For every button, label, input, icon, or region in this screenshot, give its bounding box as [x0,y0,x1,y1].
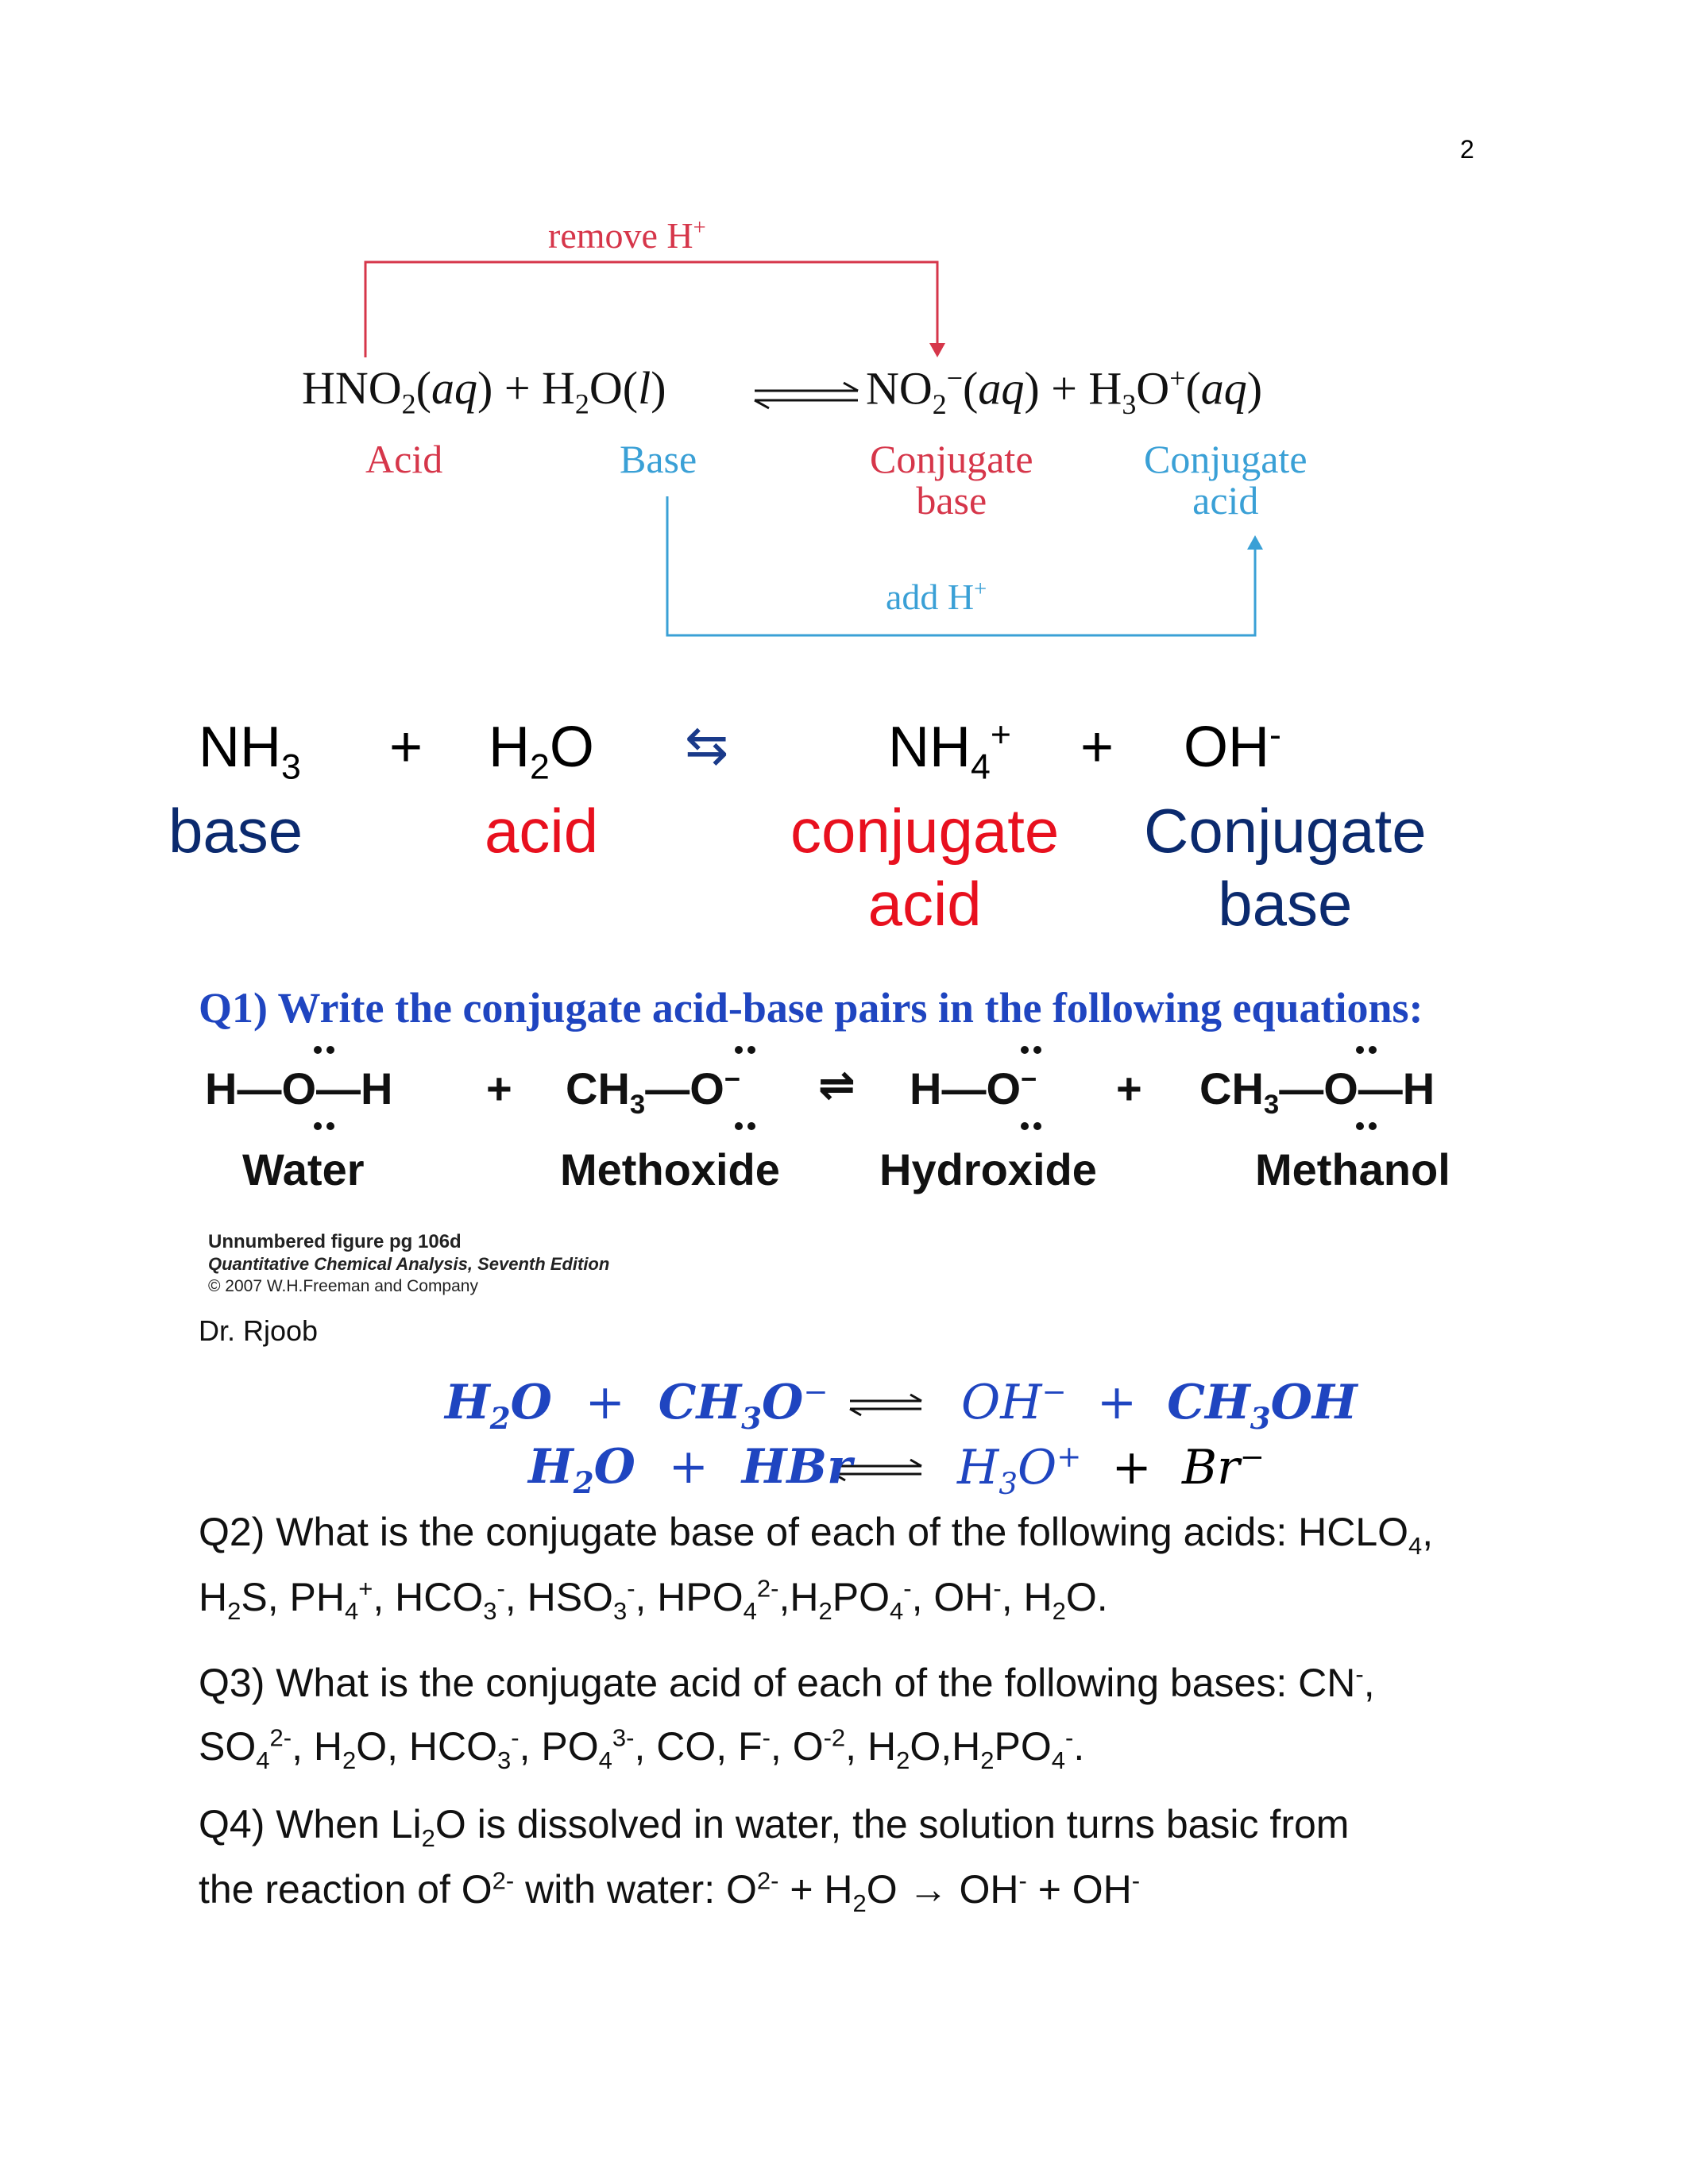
text-run: + [358,1574,373,1603]
plus-sign: + [486,1063,512,1113]
text-run: 4 [344,1597,359,1625]
question-3-line-2 [199,1723,1084,1775]
text-run: 2- [492,1866,515,1895]
hydroxide-structure: H—O− [910,1063,1037,1113]
author: Dr. Rjoob [199,1314,319,1347]
methoxide-structure: $CH_3—O^-$ [566,1063,741,1121]
hno2-reactant: $HNO_2(aq) + H_2O(l)$ [302,362,666,420]
text-run: - [993,1574,1002,1603]
conjugate-pairs-figure [286,206,1398,651]
figure-arrows [286,206,1398,651]
text-run: - [1131,1866,1141,1895]
text-run: PO [832,1575,890,1619]
text-run: 2- [756,1574,779,1603]
text-run: , O [770,1724,824,1769]
text-run: 2- [756,1866,779,1895]
nh4-product: $NH_4^+$ [888,716,1011,787]
label-acid: acid [485,796,599,866]
text-run: 2 [852,1889,867,1917]
text-run: 2 [227,1597,241,1625]
text-run: O → OH [866,1867,1019,1912]
text-run: , CO, F [634,1724,763,1769]
oh-product: OH- [1184,716,1281,779]
name-hydroxide: Hydroxide [879,1144,1097,1194]
text-run: - [1018,1866,1027,1895]
name-methanol: Methanol [1255,1144,1450,1194]
question-4-line-1: Q4) When $Li_2O$ is dissolved in water, the solution turns basic from [199,1802,1350,1852]
text-run: 3 [483,1597,497,1625]
label-conjugate-base: Conjugate base [870,437,1033,523]
plus-sign: + [1080,716,1114,779]
text-run: - [511,1723,520,1752]
text-run: 4 [1051,1746,1065,1774]
question-1: Q1) Write the conjugate acid-base pairs in the following equations: [199,984,1423,1032]
remove-h-arrowhead [929,343,945,357]
text-run: 4 [889,1597,904,1625]
text-run: 2 [342,1746,357,1774]
label-acid: Acid [365,437,443,481]
text-run: + OH [1026,1867,1132,1912]
methanol-structure: $CH_3—O—H$ [1199,1063,1435,1121]
remove-h-label: remove H+ [548,215,706,256]
text-run: S, PH [241,1575,345,1619]
water-structure: H—O—H [205,1063,393,1113]
text-run: - [762,1723,771,1752]
label-base: base [168,796,303,866]
plus-sign: + [1116,1063,1142,1113]
text-run: SO [199,1724,257,1769]
text-run: 2- [269,1723,292,1752]
remove-h-bracket [365,262,937,357]
text-run: + H [778,1867,853,1912]
text-run: 3- [612,1723,635,1752]
text-run: , H [292,1724,342,1769]
question-2-line-2 [199,1574,1108,1626]
question-3-line-1: Q3) What is the conjugate acid of each of the following bases: CN-, [199,1660,1375,1705]
text-run: O, HCO [356,1724,498,1769]
text-run: 2 [818,1597,832,1625]
plus-sign: + [389,716,423,779]
text-run: H [199,1575,228,1619]
text-run: PO [994,1724,1052,1769]
question-2-line-1: Q2) What is the conjugate base of each of the following acids: $HCLO_4$, [199,1510,1434,1560]
text-run: with water: O [514,1867,757,1912]
text-run: ,H [778,1575,819,1619]
text-run: , PO [519,1724,599,1769]
text-run: 3 [497,1746,512,1774]
figure-credit: Unnumbered figure pg 106d Quantitative Chemical Analysis, Seventh Edition © 2007 W.H.Freeman and Company [208,1231,610,1295]
text-run: - [903,1574,912,1603]
text-run: - [627,1574,635,1603]
text-run: , OH [911,1575,994,1619]
label-conjugate-base: Conjugate base [1144,796,1427,939]
equation-h2o-ch3o: $H_2O + CH_3O^-$ [445,1374,829,1436]
text-run: 4 [598,1746,612,1774]
text-run: , HCO [373,1575,484,1619]
page-number: 2 [1460,135,1474,164]
text-run: 2 [980,1746,995,1774]
label-conjugate-acid: conjugate acid [790,796,1060,939]
equilibrium-arrow-icon: ⇆ [685,715,729,776]
question-4-line-2 [199,1866,1140,1918]
add-h-arrowhead [1247,535,1263,550]
text-run: 2 [1052,1597,1066,1625]
h2o-reactant: $H_2O$ [489,716,594,787]
equation-h2o-hbr: $H_2O$ + HBr [528,1439,852,1500]
text-run: 4 [743,1597,757,1625]
equilibrium-arrow-icon: ⇌ [818,1059,856,1111]
text-run: O,H [910,1724,981,1769]
nh3-reactant: $NH_3$ [199,716,301,787]
text-run: the reaction of O [199,1867,492,1912]
text-run: 3 [612,1597,628,1625]
name-methoxide: Methoxide [560,1144,780,1194]
no2-product: $NO_2^-(aq) + H_3O^+(aq)$ [866,362,1263,420]
equation-h3o-br: $H_3O^+ + Br^-$ [957,1439,1265,1501]
text-run: -2 [823,1723,846,1752]
text-run: , HSO [504,1575,613,1619]
text-run: O. [1065,1575,1108,1619]
equation-oh-ch3oh: $OH^- + CH_3OH$ [961,1374,1358,1436]
text-run: 2 [896,1746,910,1774]
label-base: Base [620,437,697,481]
name-water: Water [242,1144,365,1194]
text-run: , H [1001,1575,1053,1619]
text-run: 4 [256,1746,270,1774]
text-run: , H [845,1724,897,1769]
label-conjugate-acid: Conjugate acid [1144,437,1308,523]
add-h-label: add H+ [886,577,987,617]
text-run: . [1073,1724,1085,1769]
text-run: , HPO [635,1575,744,1619]
text-run: - [1064,1723,1074,1752]
text-run: - [496,1574,505,1603]
